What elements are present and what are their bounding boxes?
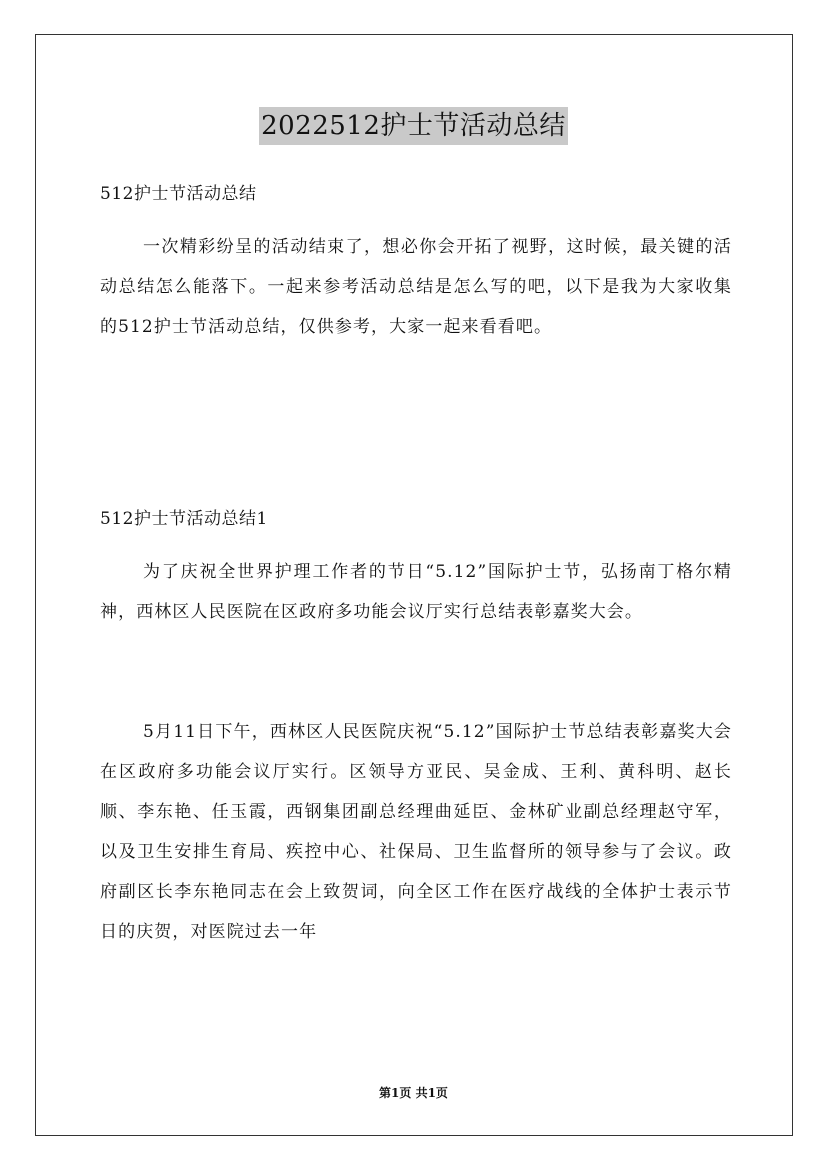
document-subtitle: 512护士节活动总结 xyxy=(100,184,257,204)
body-paragraph: 为了庆祝全世界护理工作者的节日“5.12”国际护士节，弘扬南丁格尔精神，西林区人民医院在区政府多功能会议厅实行总结表彰嘉奖大会。 xyxy=(100,562,732,622)
document-title: 2022512护士节活动总结 xyxy=(0,104,827,145)
intro-paragraph: 一次精彩纷呈的活动结束了，想必你会开拓了视野，这时候，最关键的活动总结怎么能落下。一起来参考活动总结是怎么写的吧，以下是我为大家收集的512护士节活动总结，仅供参考，大家一起来看看吧。 xyxy=(100,237,732,337)
body-paragraph: 5月11日下午，西林区人民医院庆祝“5.12”国际护士节总结表彰嘉奖大会在区政府多功能会议厅实行。区领导方亚民、吴金成、王利、黄科明、赵长顺、李东艳、任玉霞，西钢集团副总经理曲延臣、金林矿业副总经理赵守军，以及卫生安排生育局、疾控中心、社保局、卫生监督所的领导参与了会议。政府副区长李东艳同志在会上致贺词，向全区工作在医疗战线的全体护士表示节日的庆贺，对医院过去一年 xyxy=(100,722,732,942)
page-footer: 第1页 共1页 xyxy=(379,1086,448,1100)
section-heading: 512护士节活动总结1 xyxy=(100,509,268,529)
